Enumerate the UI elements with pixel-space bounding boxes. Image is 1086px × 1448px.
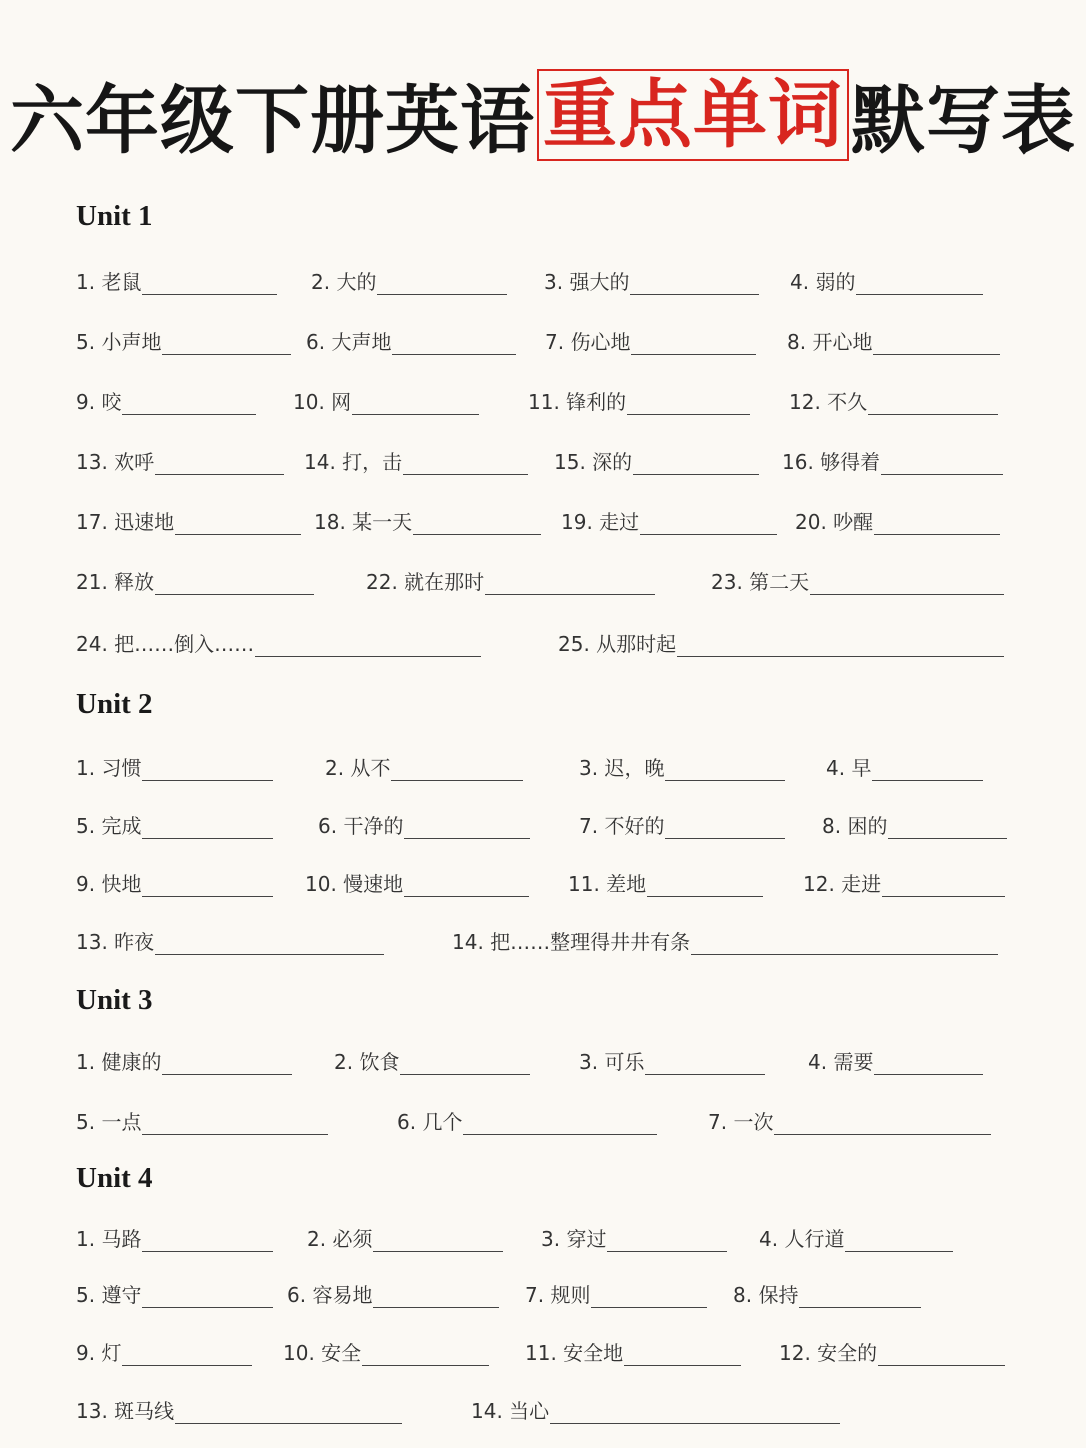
answer-blank[interactable] — [550, 1401, 840, 1424]
answer-blank[interactable] — [162, 1052, 292, 1075]
item-label: 12. 走进 — [803, 872, 882, 896]
dictation-item — [76, 325, 292, 355]
answer-blank[interactable] — [881, 452, 1003, 475]
answer-blank[interactable] — [362, 1343, 489, 1366]
dictation-item — [76, 265, 278, 295]
dictation-item — [779, 1336, 1006, 1366]
title-prefix: 六年级下册英语 — [10, 78, 535, 164]
item-label: 11. 差地 — [568, 872, 647, 896]
answer-blank[interactable] — [175, 1401, 402, 1424]
item-label: 4. 需要 — [808, 1050, 874, 1074]
answer-blank[interactable] — [799, 1285, 921, 1308]
dictation-item — [733, 1278, 922, 1308]
item-label: 8. 开心地 — [787, 330, 873, 354]
item-label: 21. 释放 — [76, 570, 155, 594]
item-label: 4. 弱的 — [790, 270, 856, 294]
answer-blank[interactable] — [868, 392, 998, 415]
answer-blank[interactable] — [255, 634, 481, 657]
item-label: 17. 迅速地 — [76, 510, 175, 534]
answer-blank[interactable] — [856, 272, 983, 295]
dictation-item — [318, 809, 531, 839]
answer-blank[interactable] — [624, 1343, 741, 1366]
dictation-item — [544, 265, 760, 295]
item-label: 19. 走过 — [561, 510, 640, 534]
unit-heading: Unit 3 — [76, 984, 153, 1016]
item-label: 24. 把……倒入…… — [76, 632, 255, 656]
item-label: 12. 不久 — [789, 390, 868, 414]
dictation-item — [293, 385, 480, 415]
item-label: 13. 欢呼 — [76, 450, 155, 474]
item-label: 4. 人行道 — [759, 1227, 845, 1251]
answer-blank[interactable] — [845, 1229, 953, 1252]
item-label: 4. 早 — [826, 756, 872, 780]
dictation-item — [287, 1278, 500, 1308]
unit-heading: Unit 4 — [76, 1162, 153, 1194]
dictation-item — [545, 325, 757, 355]
item-label: 6. 干净的 — [318, 814, 404, 838]
answer-blank[interactable] — [872, 758, 983, 781]
answer-blank[interactable] — [404, 816, 530, 839]
answer-blank[interactable] — [142, 758, 273, 781]
answer-blank[interactable] — [691, 932, 998, 955]
item-label: 1. 老鼠 — [76, 270, 142, 294]
answer-blank[interactable] — [640, 512, 777, 535]
answer-blank[interactable] — [352, 392, 479, 415]
answer-blank[interactable] — [463, 1112, 657, 1135]
answer-blank[interactable] — [874, 512, 1000, 535]
item-label: 9. 快地 — [76, 872, 142, 896]
dictation-item — [541, 1222, 728, 1252]
dictation-item — [826, 751, 984, 781]
item-label: 10. 网 — [293, 390, 352, 414]
answer-blank[interactable] — [413, 512, 541, 535]
answer-blank[interactable] — [403, 452, 528, 475]
dictation-item — [803, 867, 1006, 897]
answer-blank[interactable] — [882, 874, 1005, 897]
title-highlight: 重点单词 — [537, 69, 849, 161]
item-label: 11. 安全地 — [525, 1341, 624, 1365]
answer-blank[interactable] — [774, 1112, 991, 1135]
dictation-item — [561, 505, 778, 535]
dictation-item — [76, 565, 315, 595]
dictation-item — [789, 385, 999, 415]
answer-blank[interactable] — [122, 392, 256, 415]
answer-blank[interactable] — [627, 392, 750, 415]
item-label: 15. 深的 — [554, 450, 633, 474]
answer-blank[interactable] — [888, 816, 1007, 839]
item-label: 14. 打，击 — [304, 450, 403, 474]
answer-blank[interactable] — [631, 332, 756, 355]
item-label: 7. 一次 — [708, 1110, 774, 1134]
dictation-item — [808, 1045, 984, 1075]
answer-blank[interactable] — [142, 1229, 273, 1252]
dictation-item — [305, 867, 530, 897]
dictation-item — [76, 1336, 253, 1366]
answer-blank[interactable] — [404, 874, 529, 897]
answer-blank[interactable] — [874, 1052, 983, 1075]
item-label: 22. 就在那时 — [366, 570, 485, 594]
item-label: 3. 迟，晚 — [579, 756, 665, 780]
dictation-item — [76, 1278, 274, 1308]
answer-blank[interactable] — [392, 332, 516, 355]
page-title — [0, 60, 1086, 170]
dictation-item — [787, 325, 1001, 355]
answer-blank[interactable] — [810, 572, 1004, 595]
dictation-item — [76, 1222, 274, 1252]
dictation-item — [558, 627, 1005, 657]
answer-blank[interactable] — [591, 1285, 707, 1308]
dictation-item — [822, 809, 1008, 839]
item-label: 7. 不好的 — [579, 814, 665, 838]
item-label: 23. 第二天 — [711, 570, 810, 594]
dictation-item — [76, 505, 302, 535]
answer-blank[interactable] — [155, 452, 284, 475]
item-label: 5. 一点 — [76, 1110, 142, 1134]
dictation-item — [76, 867, 274, 897]
dictation-item — [283, 1336, 490, 1366]
item-label: 10. 慢速地 — [305, 872, 404, 896]
unit-heading: Unit 1 — [76, 200, 153, 232]
item-label: 1. 习惯 — [76, 756, 142, 780]
dictation-item — [579, 751, 786, 781]
title-suffix: 默写表 — [851, 78, 1076, 164]
dictation-item — [307, 1222, 504, 1252]
dictation-item — [795, 505, 1001, 535]
dictation-item — [452, 925, 999, 955]
item-label: 20. 吵醒 — [795, 510, 874, 534]
item-label: 7. 规则 — [525, 1283, 591, 1307]
dictation-item — [76, 1394, 403, 1424]
dictation-item — [579, 1045, 766, 1075]
dictation-item — [366, 565, 656, 595]
item-label: 14. 当心 — [471, 1399, 550, 1423]
dictation-item — [306, 325, 517, 355]
item-label: 1. 健康的 — [76, 1050, 162, 1074]
dictation-item — [311, 265, 508, 295]
answer-blank[interactable] — [162, 332, 291, 355]
dictation-item — [711, 565, 1005, 595]
item-label: 2. 必须 — [307, 1227, 373, 1251]
dictation-item — [76, 809, 274, 839]
answer-blank[interactable] — [142, 272, 277, 295]
dictation-item — [782, 445, 1004, 475]
answer-blank[interactable] — [647, 874, 763, 897]
dictation-item — [76, 925, 385, 955]
dictation-item — [76, 385, 257, 415]
item-label: 13. 斑马线 — [76, 1399, 175, 1423]
answer-blank[interactable] — [645, 1052, 765, 1075]
item-label: 2. 从不 — [325, 756, 391, 780]
dictation-item — [397, 1105, 658, 1135]
answer-blank[interactable] — [377, 272, 507, 295]
dictation-item — [471, 1394, 841, 1424]
answer-blank[interactable] — [878, 1343, 1005, 1366]
answer-blank[interactable] — [142, 816, 273, 839]
answer-blank[interactable] — [665, 758, 785, 781]
answer-blank[interactable] — [122, 1343, 252, 1366]
unit-heading: Unit 2 — [76, 688, 153, 720]
item-label: 6. 大声地 — [306, 330, 392, 354]
answer-blank[interactable] — [142, 1285, 273, 1308]
dictation-item — [76, 1105, 329, 1135]
item-label: 13. 昨夜 — [76, 930, 155, 954]
answer-blank[interactable] — [155, 572, 314, 595]
item-label: 18. 某一天 — [314, 510, 413, 534]
dictation-item — [759, 1222, 954, 1252]
item-label: 14. 把……整理得井井有条 — [452, 930, 691, 954]
item-label: 12. 安全的 — [779, 1341, 878, 1365]
dictation-item — [568, 867, 764, 897]
dictation-item — [76, 445, 285, 475]
answer-blank[interactable] — [633, 452, 759, 475]
answer-blank[interactable] — [400, 1052, 530, 1075]
dictation-item — [76, 751, 274, 781]
answer-blank[interactable] — [142, 1112, 328, 1135]
item-label: 9. 咬 — [76, 390, 122, 414]
item-label: 5. 遵守 — [76, 1283, 142, 1307]
dictation-item — [579, 809, 786, 839]
item-label: 7. 伤心地 — [545, 330, 631, 354]
dictation-item — [554, 445, 760, 475]
item-label: 2. 饮食 — [334, 1050, 400, 1074]
answer-blank[interactable] — [155, 932, 384, 955]
item-label: 3. 可乐 — [579, 1050, 645, 1074]
item-label: 16. 够得着 — [782, 450, 881, 474]
item-label: 5. 小声地 — [76, 330, 162, 354]
answer-blank[interactable] — [391, 758, 523, 781]
answer-blank[interactable] — [373, 1285, 499, 1308]
answer-blank[interactable] — [630, 272, 759, 295]
dictation-item — [708, 1105, 992, 1135]
answer-blank[interactable] — [607, 1229, 727, 1252]
answer-blank[interactable] — [665, 816, 785, 839]
dictation-item — [314, 505, 542, 535]
dictation-item — [334, 1045, 531, 1075]
answer-blank[interactable] — [373, 1229, 503, 1252]
dictation-item — [528, 385, 751, 415]
answer-blank[interactable] — [873, 332, 1000, 355]
dictation-item — [790, 265, 984, 295]
item-label: 8. 困的 — [822, 814, 888, 838]
answer-blank[interactable] — [142, 874, 273, 897]
dictation-item — [325, 751, 524, 781]
item-label: 6. 容易地 — [287, 1283, 373, 1307]
item-label: 10. 安全 — [283, 1341, 362, 1365]
item-label: 2. 大的 — [311, 270, 377, 294]
item-label: 6. 几个 — [397, 1110, 463, 1134]
dictation-item — [525, 1336, 742, 1366]
answer-blank[interactable] — [485, 572, 655, 595]
item-label: 1. 马路 — [76, 1227, 142, 1251]
item-label: 3. 强大的 — [544, 270, 630, 294]
dictation-item — [304, 445, 529, 475]
item-label: 25. 从那时起 — [558, 632, 677, 656]
dictation-item — [76, 627, 482, 657]
answer-blank[interactable] — [677, 634, 1004, 657]
item-label: 5. 完成 — [76, 814, 142, 838]
item-label: 3. 穿过 — [541, 1227, 607, 1251]
item-label: 9. 灯 — [76, 1341, 122, 1365]
item-label: 11. 锋利的 — [528, 390, 627, 414]
dictation-item — [76, 1045, 293, 1075]
answer-blank[interactable] — [175, 512, 301, 535]
dictation-item — [525, 1278, 708, 1308]
item-label: 8. 保持 — [733, 1283, 799, 1307]
